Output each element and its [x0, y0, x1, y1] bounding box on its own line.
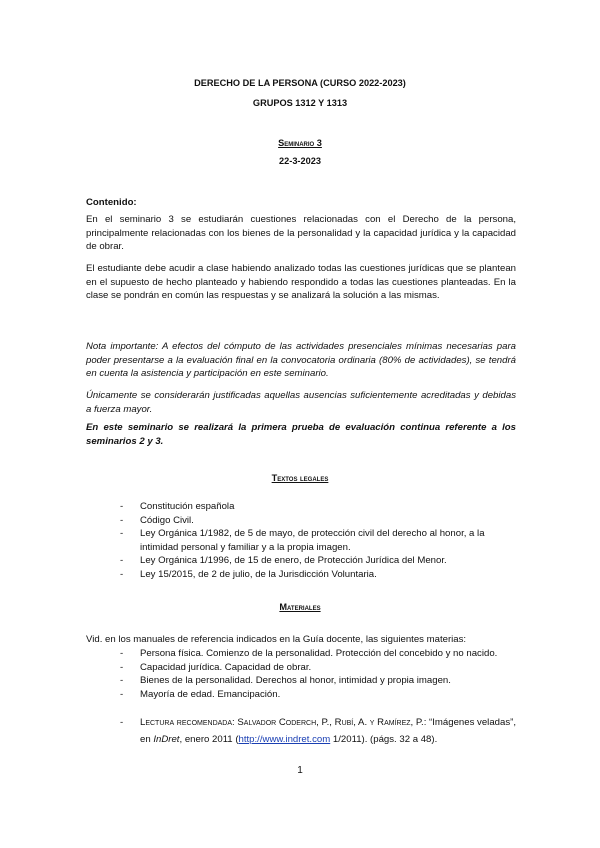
reading-journal: InDret [153, 734, 180, 745]
reading-title: “Imágenes veladas”, en [140, 717, 516, 745]
dash-bullet: - [120, 688, 124, 700]
materials-intro: Vid. en los manuales de referencia indicados en la Guía docente, las siguientes materias: [86, 634, 467, 645]
evaluation-note: En este seminario se realizará la primera prueba de evaluación continua referente a los seminarios 2 y 3. [86, 422, 516, 447]
indret-link[interactable]: http://www.indret.com [238, 734, 331, 745]
dash-bullet: - [120, 648, 124, 659]
page-number: 1 [297, 765, 303, 776]
list-item: - Ley Orgánica 1/1982, de 5 de mayo, de protección civil del derecho al honor, a la intimidad personal y familiar y a la propia imagen. [120, 528, 485, 553]
list-item: - Mayoría de edad. Emancipación. [120, 688, 281, 700]
dash-bullet: - [120, 675, 124, 687]
list-item: - Ley 15/2015, de 2 de julio, de la Jurisdicción Voluntaria. [120, 568, 377, 580]
list-item: - Constitución española [120, 501, 235, 512]
legal-texts-list [86, 500, 516, 582]
seminar-title: Seminario 3 [278, 138, 322, 148]
reading-label: Lectura recomendada: [140, 717, 235, 728]
dash-bullet: - [120, 661, 124, 673]
content-heading: Contenido: [86, 197, 137, 208]
dash-bullet: - [120, 555, 124, 567]
dash-bullet: - [120, 501, 124, 512]
recommended-reading [86, 714, 516, 748]
materials-heading: Materiales [279, 602, 321, 612]
dash-bullet: - [120, 514, 124, 526]
list-item [86, 714, 516, 748]
legal-texts-heading: Textos legales [271, 473, 329, 483]
course-title: DERECHO DE LA PERSONA (CURSO 2022-2023) [194, 78, 406, 88]
content-paragraph-2: El estudiante debe acudir a clase habiendo analizado todas las cuestiones jurídicas que se plantean en el supuesto de hecho planteado y habiendo respondido a todas las cuestiones planteadas. En la clase se pondrán en común las respuestas y se analizará la solución a las mismas. [86, 263, 516, 302]
reading-date: , enero 2011 ( [179, 734, 239, 745]
justified-absences-note: Únicamente se considerarán justificadas aquellas ausencias suficientemente acreditadas y debidas a fuerza mayor. [86, 390, 516, 415]
content-paragraph-1: En el seminario 3 se estudiarán cuestiones relacionadas con el Derecho de la persona, principalmente relacionadas con los bienes de la personalidad y la capacidad jurídica y la capacidad de obrar. [86, 214, 516, 253]
reading-authors: Salvador Coderch, P., Rubí, A. y Ramírez, P.: [237, 717, 427, 728]
dash-bullet: - [120, 568, 124, 580]
groups-title: GRUPOS 1312 Y 1313 [252, 98, 348, 108]
dash-bullet: - [120, 528, 124, 540]
list-item: - Persona física. Comienzo de la personalidad. Protección del concebido y no nacido. [120, 648, 498, 659]
important-note: Nota importante: A efectos del cómputo de las actividades presenciales mínimas necesarias para poder presentarse a la evaluación final en la convocatoria ordinaria (80% de actividades), se tendrá en cuenta la asistencia y participación en este seminario. [86, 341, 516, 380]
list-item: - Ley Orgánica 1/1996, de 15 de enero, de Protección Jurídica del Menor. [120, 555, 447, 567]
list-item: - Capacidad jurídica. Capacidad de obrar. [120, 661, 312, 673]
dash-bullet: - [120, 717, 124, 728]
list-item: - Bienes de la personalidad. Derechos al honor, intimidad y propia imagen. [120, 675, 451, 687]
reading-tail: 1/2011). (págs. 32 a 48). [330, 734, 438, 745]
seminar-date: 22-3-2023 [279, 156, 321, 166]
list-item: - Código Civil. [120, 514, 194, 526]
materials-list [86, 647, 516, 701]
